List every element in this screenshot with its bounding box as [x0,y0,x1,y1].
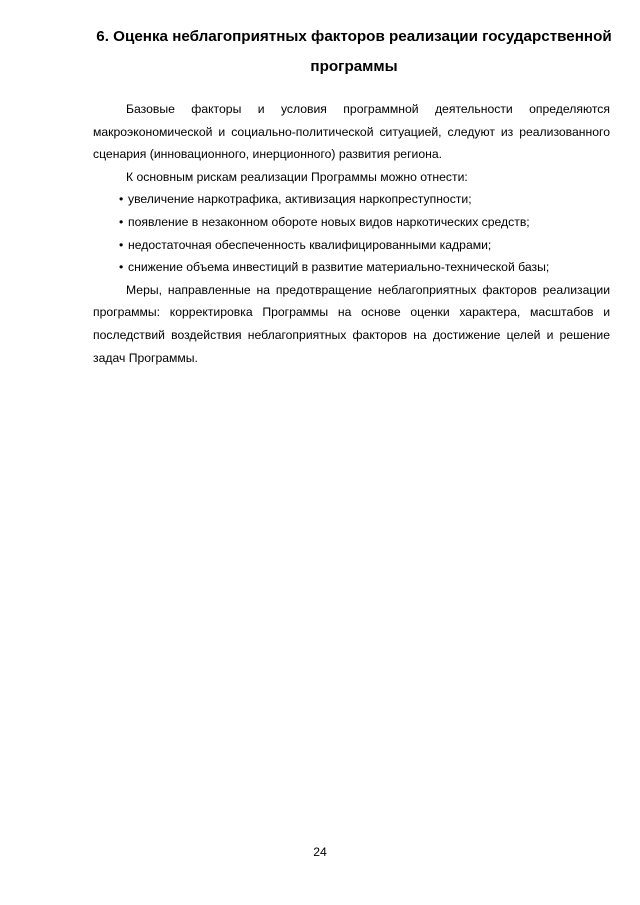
section-heading [90,22,618,82]
bullet-icon: • [119,237,124,252]
list-item-text: появление в незаконном обороте новых видов наркотических средств; [128,214,530,229]
intro-paragraph: Базовые факторы и условия программной деятельности определяются макроэкономической и социально-политической ситуацией, следуют из реализованного сценария (инновационного, инерционного) развития региона. [93,102,610,162]
bullet-icon: • [119,260,124,275]
bullet-icon: • [119,214,124,229]
list-item [93,188,610,211]
list-item-text: недостаточная обеспеченность квалифицированными кадрами; [128,237,492,252]
section-heading-line-1: 6. Оценка неблагоприятных факторов реализации государственной [96,28,612,45]
section-heading-line-2: программы [310,58,398,75]
list-item [93,234,610,257]
bullet-icon: • [119,192,124,207]
page-number: 24 [313,845,327,859]
risks-lead-paragraph: К основным рискам реализации Программы можно отнести: [126,169,468,184]
risks-list [93,188,610,278]
list-item [93,256,610,279]
list-item-text: снижение объема инвестиций в развитие материально-технической базы; [128,260,550,275]
measures-paragraph: Меры, направленные на предотвращение неблагоприятных факторов реализации программы: корректировка Программы на основе оценки характера, масштабов и последствий воздействия неблагоприятных факторов на достижение целей и решение задач Программы. [93,282,610,365]
list-item [93,211,610,234]
document-body [93,98,610,369]
list-item-text: увеличение наркотрафика, активизация наркопреступности; [128,192,472,207]
